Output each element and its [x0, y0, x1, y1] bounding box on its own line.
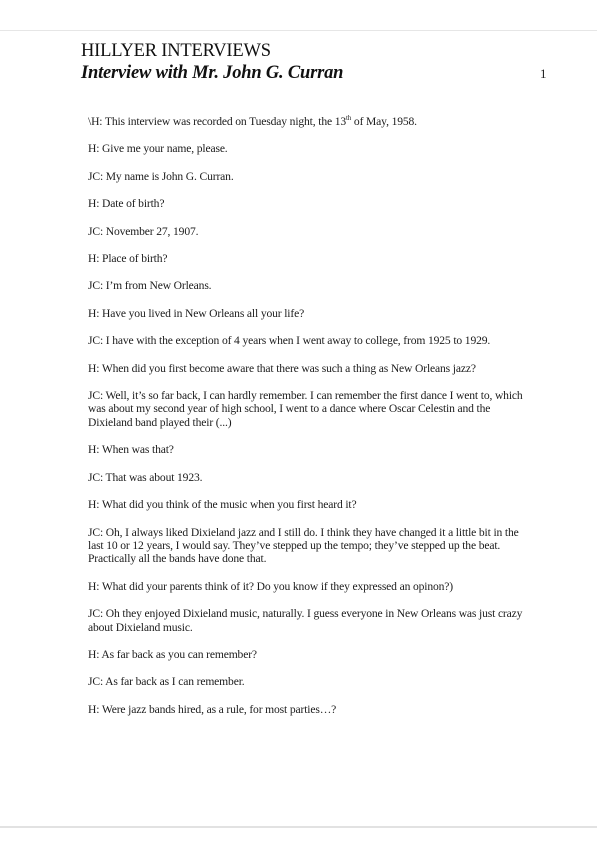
page-number: 1 [540, 66, 547, 81]
transcript-paragraph: H: Date of birth? [88, 197, 165, 211]
transcript-paragraph: H: Place of birth? [88, 252, 168, 266]
intro-text: \H: This interview was recorded on Tuesday night, the 13 [88, 115, 347, 128]
transcript-paragraph: H: Have you lived in New Orleans all your life? [88, 306, 305, 320]
header-title: HILLYER INTERVIEWS [81, 41, 271, 61]
transcript-paragraph: JC: Oh they enjoyed Dixieland music, naturally. I guess everyone in New Orleans was just crazy about Dixieland music. [88, 607, 523, 634]
bottom-edge-rule [0, 826, 597, 828]
top-edge-rule [0, 30, 597, 31]
transcript-paragraph: H: When did you first become aware that there was such a thing as New Orleans jazz? [88, 361, 476, 375]
transcript-paragraph: JC: I’m from New Orleans. [88, 279, 212, 293]
intro-text-end: of May, 1958. [351, 115, 417, 128]
transcript-paragraph: H: When was that? [88, 443, 174, 457]
transcript-paragraph: JC: Well, it’s so far back, I can hardly remember. I can remember the first dance I went to, which was about my second year of high school, I went to a dance where Oscar Celestin and the Dixieland band played their (...) [88, 389, 523, 429]
transcript-paragraph: H: Give me your name, please. [88, 142, 228, 156]
transcript-paragraph: H: Were jazz bands hired, as a rule, for most parties…? [88, 702, 337, 716]
intro-ordinal-suffix: th [346, 114, 352, 123]
transcript-paragraph: H: What did your parents think of it? Do you know if they expressed an opinon?) [88, 579, 453, 593]
transcript-paragraph: JC: I have with the exception of 4 years when I went away to college, from 1925 to 1929. [88, 334, 491, 348]
transcript-paragraphs [88, 142, 528, 716]
transcript-paragraph: H: What did you think of the music when you first heard it? [88, 498, 357, 512]
transcript-intro [88, 115, 528, 128]
header-subtitle: Interview with Mr. John G. Curran [81, 63, 344, 83]
transcript-paragraph: JC: Oh, I always liked Dixieland jazz and I still do. I think they have changed it a little bit in the last 10 or 12 years, I would say. They’ve stepped up the tempo; they’ve stepped up the beat. Practically all the bands have done that. [88, 525, 519, 566]
transcript-paragraph: JC: November 27, 1907. [88, 224, 199, 238]
transcript-paragraph: JC: That was about 1923. [88, 470, 203, 484]
transcript-paragraph: JC: My name is John G. Curran. [88, 169, 234, 183]
transcript-paragraph: JC: As far back as I can remember. [88, 675, 245, 689]
transcript-paragraph: H: As far back as you can remember? [88, 647, 257, 661]
page-header [81, 40, 343, 84]
transcript-body [88, 115, 528, 730]
